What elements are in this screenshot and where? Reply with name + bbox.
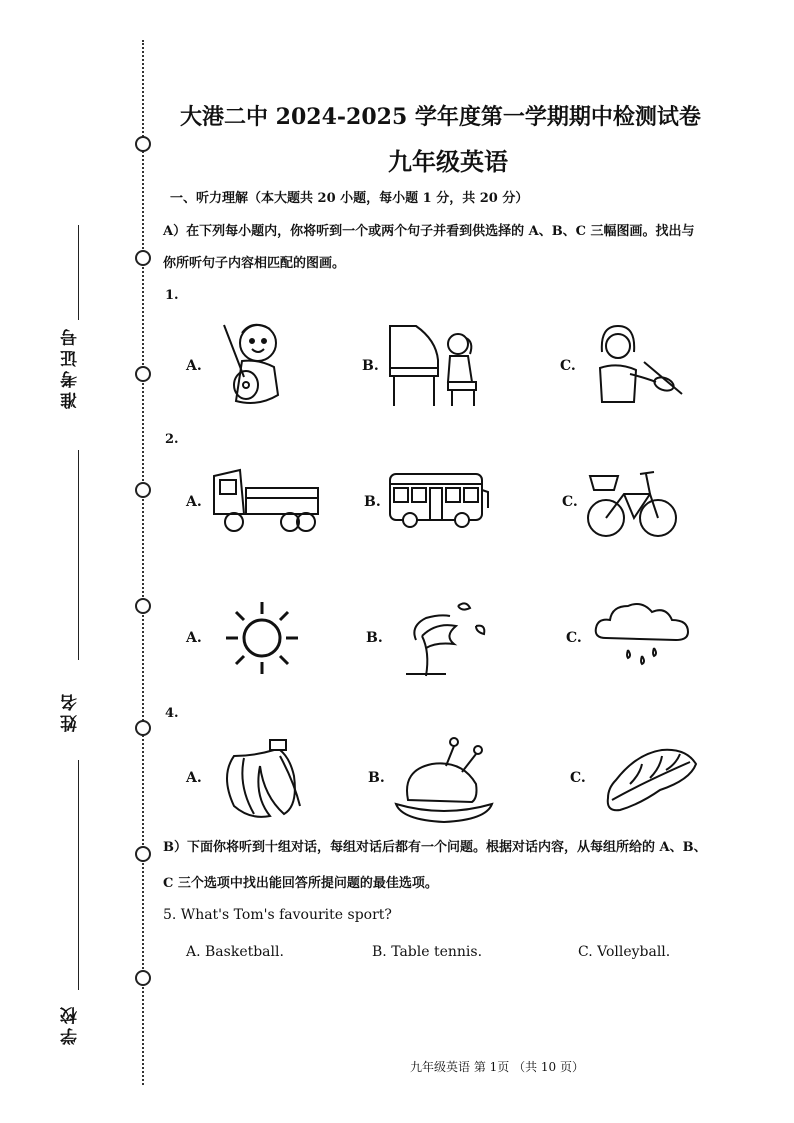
bicycle-icon: [584, 464, 680, 540]
binding-hole: [135, 720, 151, 736]
binding-hole: [135, 136, 151, 152]
binding-dotted-line: [142, 40, 144, 1085]
option-letter: A.: [186, 630, 202, 646]
sun-icon: [222, 598, 302, 678]
part-b-instruction-line1: B）下面你将听到十组对话，每组对话后都有一个问题。根据对话内容，从每组所给的 A、B、: [163, 840, 707, 855]
binding-hole: [135, 970, 151, 986]
exam-title: 大港二中 2024-2025 学年度第一学期期中检测试卷: [180, 104, 701, 130]
option-letter: C.: [562, 494, 578, 510]
exam-subtitle: 九年级英语: [388, 147, 508, 176]
binding-hole: [135, 250, 151, 266]
option-letter: B.: [364, 494, 381, 510]
question-number: 2.: [165, 432, 179, 447]
option-letter: A.: [186, 770, 202, 786]
name-line: [78, 760, 79, 990]
question-5-option-c: C. Volleyball.: [578, 944, 671, 960]
option-letter: A.: [186, 494, 202, 510]
roast-chicken-icon: [392, 734, 496, 824]
girl-piano-icon: [386, 320, 491, 410]
girl-violin-icon: [586, 322, 686, 410]
cabbage-icon: [600, 744, 700, 816]
truck-icon: [210, 464, 322, 536]
section-heading: 一、听力理解（本大题共 20 小题，每小题 1 分，共 20 分）: [170, 191, 529, 206]
name-label: 姓名: [61, 690, 81, 732]
binding-hole: [135, 482, 151, 498]
option-letter: C.: [560, 358, 576, 374]
bus-icon: [386, 470, 492, 532]
binding-hole: [135, 846, 151, 862]
school-label: 学校: [61, 1003, 81, 1045]
question-number: 1.: [165, 288, 179, 303]
option-letter: B.: [368, 770, 385, 786]
part-a-instruction-line1: A）在下列每小题内，你将听到一个或两个句子并看到供选择的 A、B、C 三幅图画。找出与: [163, 224, 695, 239]
exam-number-label: 准考证号: [61, 325, 81, 409]
question-5-option-a: A. Basketball.: [186, 944, 284, 960]
boy-guitar-icon: [212, 315, 287, 410]
option-letter: C.: [570, 770, 586, 786]
bananas-icon: [214, 736, 304, 824]
part-a-instruction-line2: 你所听句子内容相匹配的图画。: [163, 256, 346, 271]
binding-hole: [135, 366, 151, 382]
page-footer: 九年级英语 第 1页 （共 10 页）: [410, 1060, 584, 1074]
part-b-instruction-line2: C 三个选项中找出能回答所提问题的最佳选项。: [163, 876, 438, 891]
question-5-text: 5. What's Tom's favourite sport?: [163, 907, 392, 923]
exam-number-line-lower: [78, 450, 79, 660]
question-5-option-b: B. Table tennis.: [372, 944, 483, 960]
option-letter: A.: [186, 358, 202, 374]
binding-hole: [135, 598, 151, 614]
exam-number-line: [78, 225, 79, 320]
question-number: 4.: [165, 706, 179, 721]
rain-cloud-icon: [592, 598, 698, 672]
option-letter: C.: [566, 630, 582, 646]
option-letter: B.: [366, 630, 383, 646]
windy-tree-icon: [396, 596, 496, 680]
option-letter: B.: [362, 358, 379, 374]
